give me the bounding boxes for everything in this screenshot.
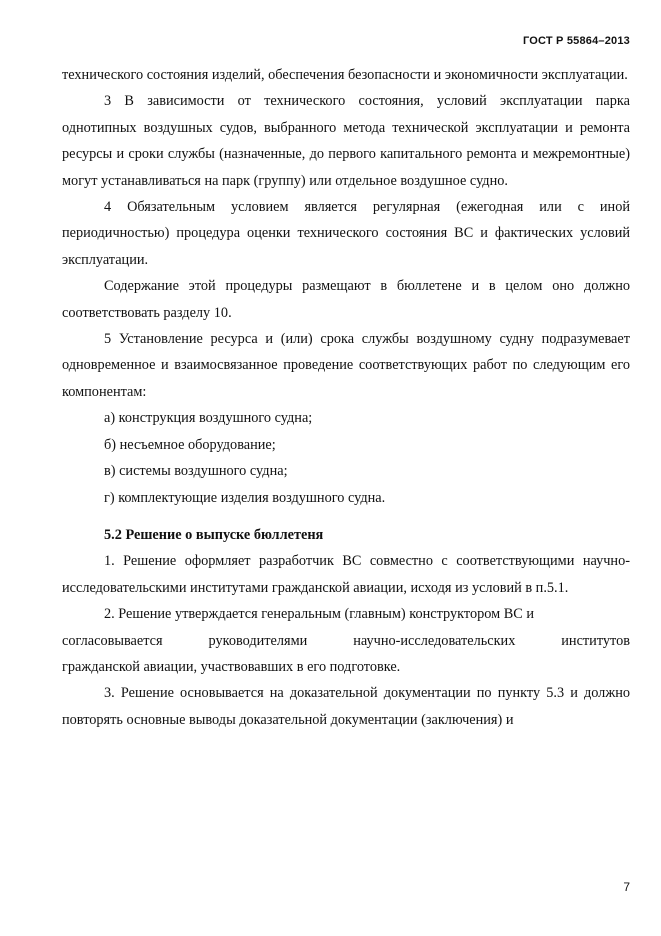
paragraph-item-5: 5 Установление ресурса и (или) срока службы воздушному судну подразумевает одновременное и взаимосвязанное проведение соответствующих работ по следующим его компонентам: — [62, 331, 630, 400]
list-item-c: в) системы воздушного судна; — [104, 463, 288, 480]
list-item-d: г) комплектующие изделия воздушного судна. — [104, 489, 386, 506]
section-gap — [62, 511, 630, 522]
word: руководителями — [208, 632, 308, 649]
paragraph-continuation: технического состояния изделий, обеспечения безопасности и экономичности эксплуатации. — [62, 67, 628, 83]
paragraph-decision-2 — [62, 601, 630, 680]
paragraph-decision-2-line-3: гражданской авиации, участвовавших в его подготовке. — [62, 658, 401, 675]
paragraph-decision-2-line-2 — [62, 628, 630, 654]
paragraph-decision-3: 3. Решение основывается на доказательной документации по пункту 5.3 и должно повторять основные выводы доказательной документации (заключения) и — [62, 685, 630, 728]
word: научно-исследовательских — [353, 632, 516, 649]
word: согласовывается — [62, 632, 163, 649]
page-body — [62, 62, 630, 733]
list-item-a: а) конструкция воздушного судна; — [104, 410, 313, 427]
word: институтов — [561, 632, 630, 649]
paragraph-item-3: 3 В зависимости от технического состояния, условий эксплуатации парка однотипных воздушных судов, выбранного метода технической эксплуатации и ремонта ресурсы и сроки службы (назначенные, до первого капитального ремонта и межремонтные) могут устанавливаться на парк (группу) или отдельное воздушное судно. — [62, 93, 630, 189]
page-number: 7 — [623, 880, 630, 894]
list-item-b: б) несъемное оборудование; — [104, 436, 276, 453]
paragraph-decision-2-line-1: 2. Решение утверждается генеральным (главным) конструктором ВС и — [104, 606, 535, 623]
paragraph-decision-1: 1. Решение оформляет разработчик ВС совместно с соответствующими научно-исследовательскими институтами гражданской авиации, исходя из условий в п.5.1. — [62, 553, 630, 596]
section-heading: 5.2 Решение о выпуске бюллетеня — [104, 526, 324, 543]
paragraph-procedure-content: Содержание этой процедуры размещают в бюллетене и в целом оно должно соответствовать разделу 10. — [62, 278, 630, 321]
document-code: ГОСТ Р 55864–2013 — [522, 35, 630, 47]
paragraph-item-4: 4 Обязательным условием является регулярная (ежегодная или с иной периодичностью) процедура оценки технического состояния ВС и фактических условий эксплуатации. — [62, 199, 630, 268]
